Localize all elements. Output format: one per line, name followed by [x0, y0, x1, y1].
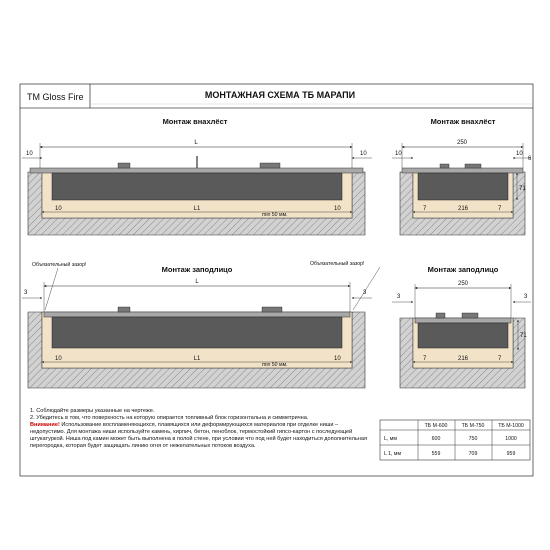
dim-inner-right: 7	[498, 206, 502, 212]
table-header: ТБ М-750	[461, 423, 485, 429]
notes-block	[30, 408, 370, 450]
dim-flange: 6	[528, 156, 532, 162]
warning-label: Внимание!	[30, 422, 60, 428]
dim-inner-left: 7	[423, 356, 427, 362]
brand-label: TM Gloss Fire	[27, 92, 84, 102]
note-2: 2. Убедитесь в том, что поверхность на которую опирается топливный блок горизонтальна и симметрична.	[30, 415, 309, 421]
warning-text: Использование воспламеняющихся, плавящихся или деформирующихся материалов при отделке ниши – недопустимо. Для монтажа ниши используйте камень, кирпич, бетон, пеноблок, термостойкий гипсо-картон с последующей штукатуркой. Ниша под камин может быть выполнена в полой стене, при условии что под ней будет находиться дополнительная перегородка, которая будет защищать линию огня от нежелательных потоков воздуха.	[30, 422, 367, 449]
dim-inner-left: 10	[55, 206, 62, 212]
table-cell: 750	[468, 436, 478, 442]
sheet-title: МОНТАЖНАЯ СХЕМА ТБ МАРАПИ	[204, 90, 356, 100]
diagram-title: Монтаж внахлёст	[430, 117, 496, 126]
spec-table	[380, 420, 530, 460]
table-row-label: L 1, мм	[384, 451, 402, 457]
table-cell: 709	[468, 451, 478, 457]
firebox-body	[418, 323, 508, 348]
dim-inner-left: 10	[55, 356, 62, 362]
dim-inner-right: 10	[334, 206, 341, 212]
min-depth-label: min 50 мм.	[262, 212, 288, 218]
gap-note-left: Объязательный зазор!	[32, 262, 87, 268]
table-cell: 1000	[505, 436, 517, 442]
firebox-body	[52, 173, 342, 200]
min-depth-label: min 50 мм.	[262, 362, 288, 368]
dim-left-gap: 3	[397, 294, 401, 300]
dim-L1: L1	[193, 356, 201, 362]
table-header: ТБ М-600	[424, 423, 448, 429]
dim-right-offset: 10	[516, 151, 523, 157]
firebox-flange	[44, 312, 350, 317]
table-row-label: L, мм	[384, 436, 397, 442]
dim-left-gap: 3	[24, 290, 28, 296]
dim-width-outer: 250	[456, 140, 468, 146]
firebox-body	[52, 317, 342, 348]
diagram-title: Монтаж заподлицо	[427, 265, 499, 274]
firebox-flange	[402, 168, 523, 173]
dim-height: 71	[520, 333, 527, 339]
dim-right-gap: 3	[363, 290, 367, 296]
dim-inner-left: 7	[423, 206, 427, 212]
note-1: 1. Соблюдайте размеры указанные на чертеже.	[30, 408, 155, 414]
dim-left-offset: 10	[395, 151, 402, 157]
firebox-flange	[30, 168, 363, 173]
dim-right-gap: 3	[524, 294, 528, 300]
table-cell: 600	[431, 436, 441, 442]
dim-inner-right: 7	[498, 356, 502, 362]
firebox-flange	[415, 318, 511, 323]
dim-L1: L1	[193, 206, 201, 212]
firebox-body	[418, 173, 508, 200]
table-header: ТБ М-1000	[498, 423, 524, 429]
dim-L: L	[195, 279, 199, 285]
dim-inner-right: 10	[334, 356, 341, 362]
table-cell: 559	[431, 451, 441, 457]
dim-left-offset: 10	[26, 151, 33, 157]
diagram-title: Монтаж заподлицо	[161, 265, 233, 274]
table-cell: 959	[506, 451, 516, 457]
gap-note-right: Объязательный зазор!	[310, 261, 365, 267]
diagram-title: Монтаж внахлёст	[162, 117, 228, 126]
dim-L: L	[194, 140, 198, 146]
dim-width-inner: 216	[457, 206, 469, 212]
knob-left	[118, 163, 130, 168]
dim-width-outer: 250	[457, 281, 469, 287]
dim-width-inner: 216	[457, 356, 469, 362]
warning-note	[30, 422, 370, 450]
dim-height: 71	[519, 186, 526, 192]
knob-right	[260, 163, 280, 168]
dim-right-offset: 10	[360, 151, 367, 157]
